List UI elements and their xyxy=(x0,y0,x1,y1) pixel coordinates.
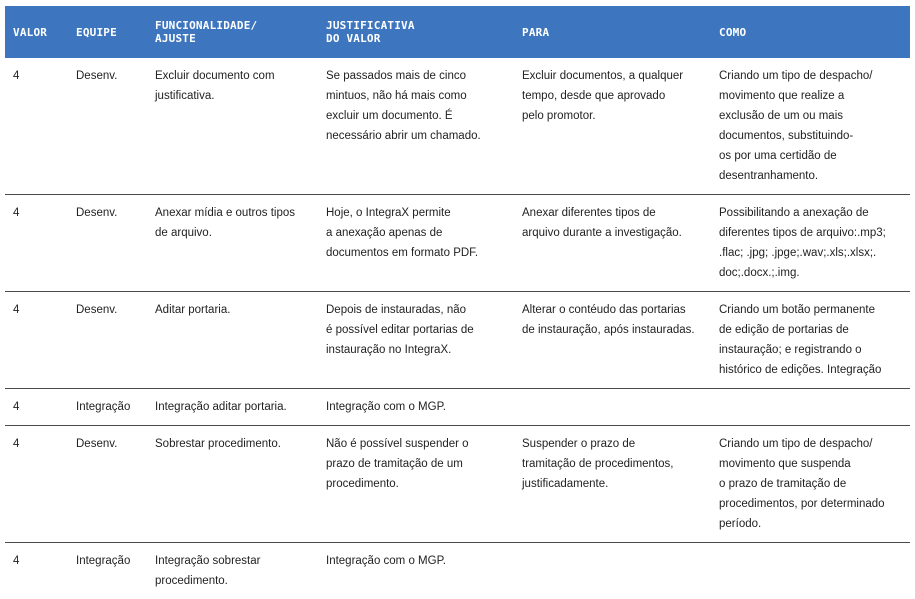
cell-justificativa: Se passados mais de cinco mintuos, não há mais como excluir um documento. É necessário abrir um chamado. xyxy=(318,58,514,195)
cell-equipe: Integração xyxy=(68,389,147,426)
requirements-table xyxy=(5,6,910,599)
table-row xyxy=(5,389,910,426)
cell-como xyxy=(711,543,910,599)
cell-para: Anexar diferentes tipos de arquivo durante a investigação. xyxy=(514,195,711,292)
cell-como: Criando um botão permanente de edição de portarias de instauração; e registrando o histórico de edições. Integração xyxy=(711,292,910,389)
cell-funcionalidade: Integração sobrestar procedimento. xyxy=(147,543,318,599)
table-row xyxy=(5,292,910,389)
cell-valor: 4 xyxy=(5,389,68,426)
cell-justificativa: Depois de instauradas, não é possível editar portarias de instauração no IntegraX. xyxy=(318,292,514,389)
table-row xyxy=(5,543,910,599)
cell-valor: 4 xyxy=(5,292,68,389)
cell-como: Possibilitando a anexação de diferentes tipos de arquivo:.mp3; .flac; .jpg; .jpge;.wav;.xls;.xlsx;. doc;.docx.;.img. xyxy=(711,195,910,292)
cell-como: Criando um tipo de despacho/ movimento que suspenda o prazo de tramitação de procedimentos, por determinado período. xyxy=(711,426,910,543)
cell-equipe: Desenv. xyxy=(68,195,147,292)
cell-para xyxy=(514,389,711,426)
cell-funcionalidade: Sobrestar procedimento. xyxy=(147,426,318,543)
cell-funcionalidade: Integração aditar portaria. xyxy=(147,389,318,426)
cell-valor: 4 xyxy=(5,58,68,195)
cell-como xyxy=(711,389,910,426)
cell-equipe: Desenv. xyxy=(68,58,147,195)
cell-funcionalidade: Anexar mídia e outros tipos de arquivo. xyxy=(147,195,318,292)
cell-para: Suspender o prazo de tramitação de procedimentos, justificadamente. xyxy=(514,426,711,543)
table-header-row xyxy=(5,6,910,58)
cell-valor: 4 xyxy=(5,543,68,599)
header-justificativa: JUSTIFICATIVA DO VALOR xyxy=(318,6,514,58)
cell-valor: 4 xyxy=(5,426,68,543)
cell-valor: 4 xyxy=(5,195,68,292)
table-row xyxy=(5,426,910,543)
header-equipe: EQUIPE xyxy=(68,6,147,58)
cell-para: Alterar o contéudo das portarias de instauração, após instauradas. xyxy=(514,292,711,389)
cell-justificativa: Integração com o MGP. xyxy=(318,389,514,426)
header-valor: VALOR xyxy=(5,6,68,58)
cell-equipe: Desenv. xyxy=(68,292,147,389)
header-como: COMO xyxy=(711,6,910,58)
cell-como: Criando um tipo de despacho/ movimento que realize a exclusão de um ou mais documentos, substituindo- os por uma certidão de desentranhamento. xyxy=(711,58,910,195)
table-row xyxy=(5,195,910,292)
cell-justificativa: Integração com o MGP. xyxy=(318,543,514,599)
cell-funcionalidade: Aditar portaria. xyxy=(147,292,318,389)
cell-funcionalidade: Excluir documento com justificativa. xyxy=(147,58,318,195)
cell-equipe: Desenv. xyxy=(68,426,147,543)
cell-justificativa: Hoje, o IntegraX permite a anexação apenas de documentos em formato PDF. xyxy=(318,195,514,292)
header-funcionalidade: FUNCIONALIDADE/ AJUSTE xyxy=(147,6,318,58)
cell-equipe: Integração xyxy=(68,543,147,599)
cell-para xyxy=(514,543,711,599)
table-row xyxy=(5,58,910,195)
header-para: PARA xyxy=(514,6,711,58)
cell-para: Excluir documentos, a qualquer tempo, desde que aprovado pelo promotor. xyxy=(514,58,711,195)
cell-justificativa: Não é possível suspender o prazo de tramitação de um procedimento. xyxy=(318,426,514,543)
